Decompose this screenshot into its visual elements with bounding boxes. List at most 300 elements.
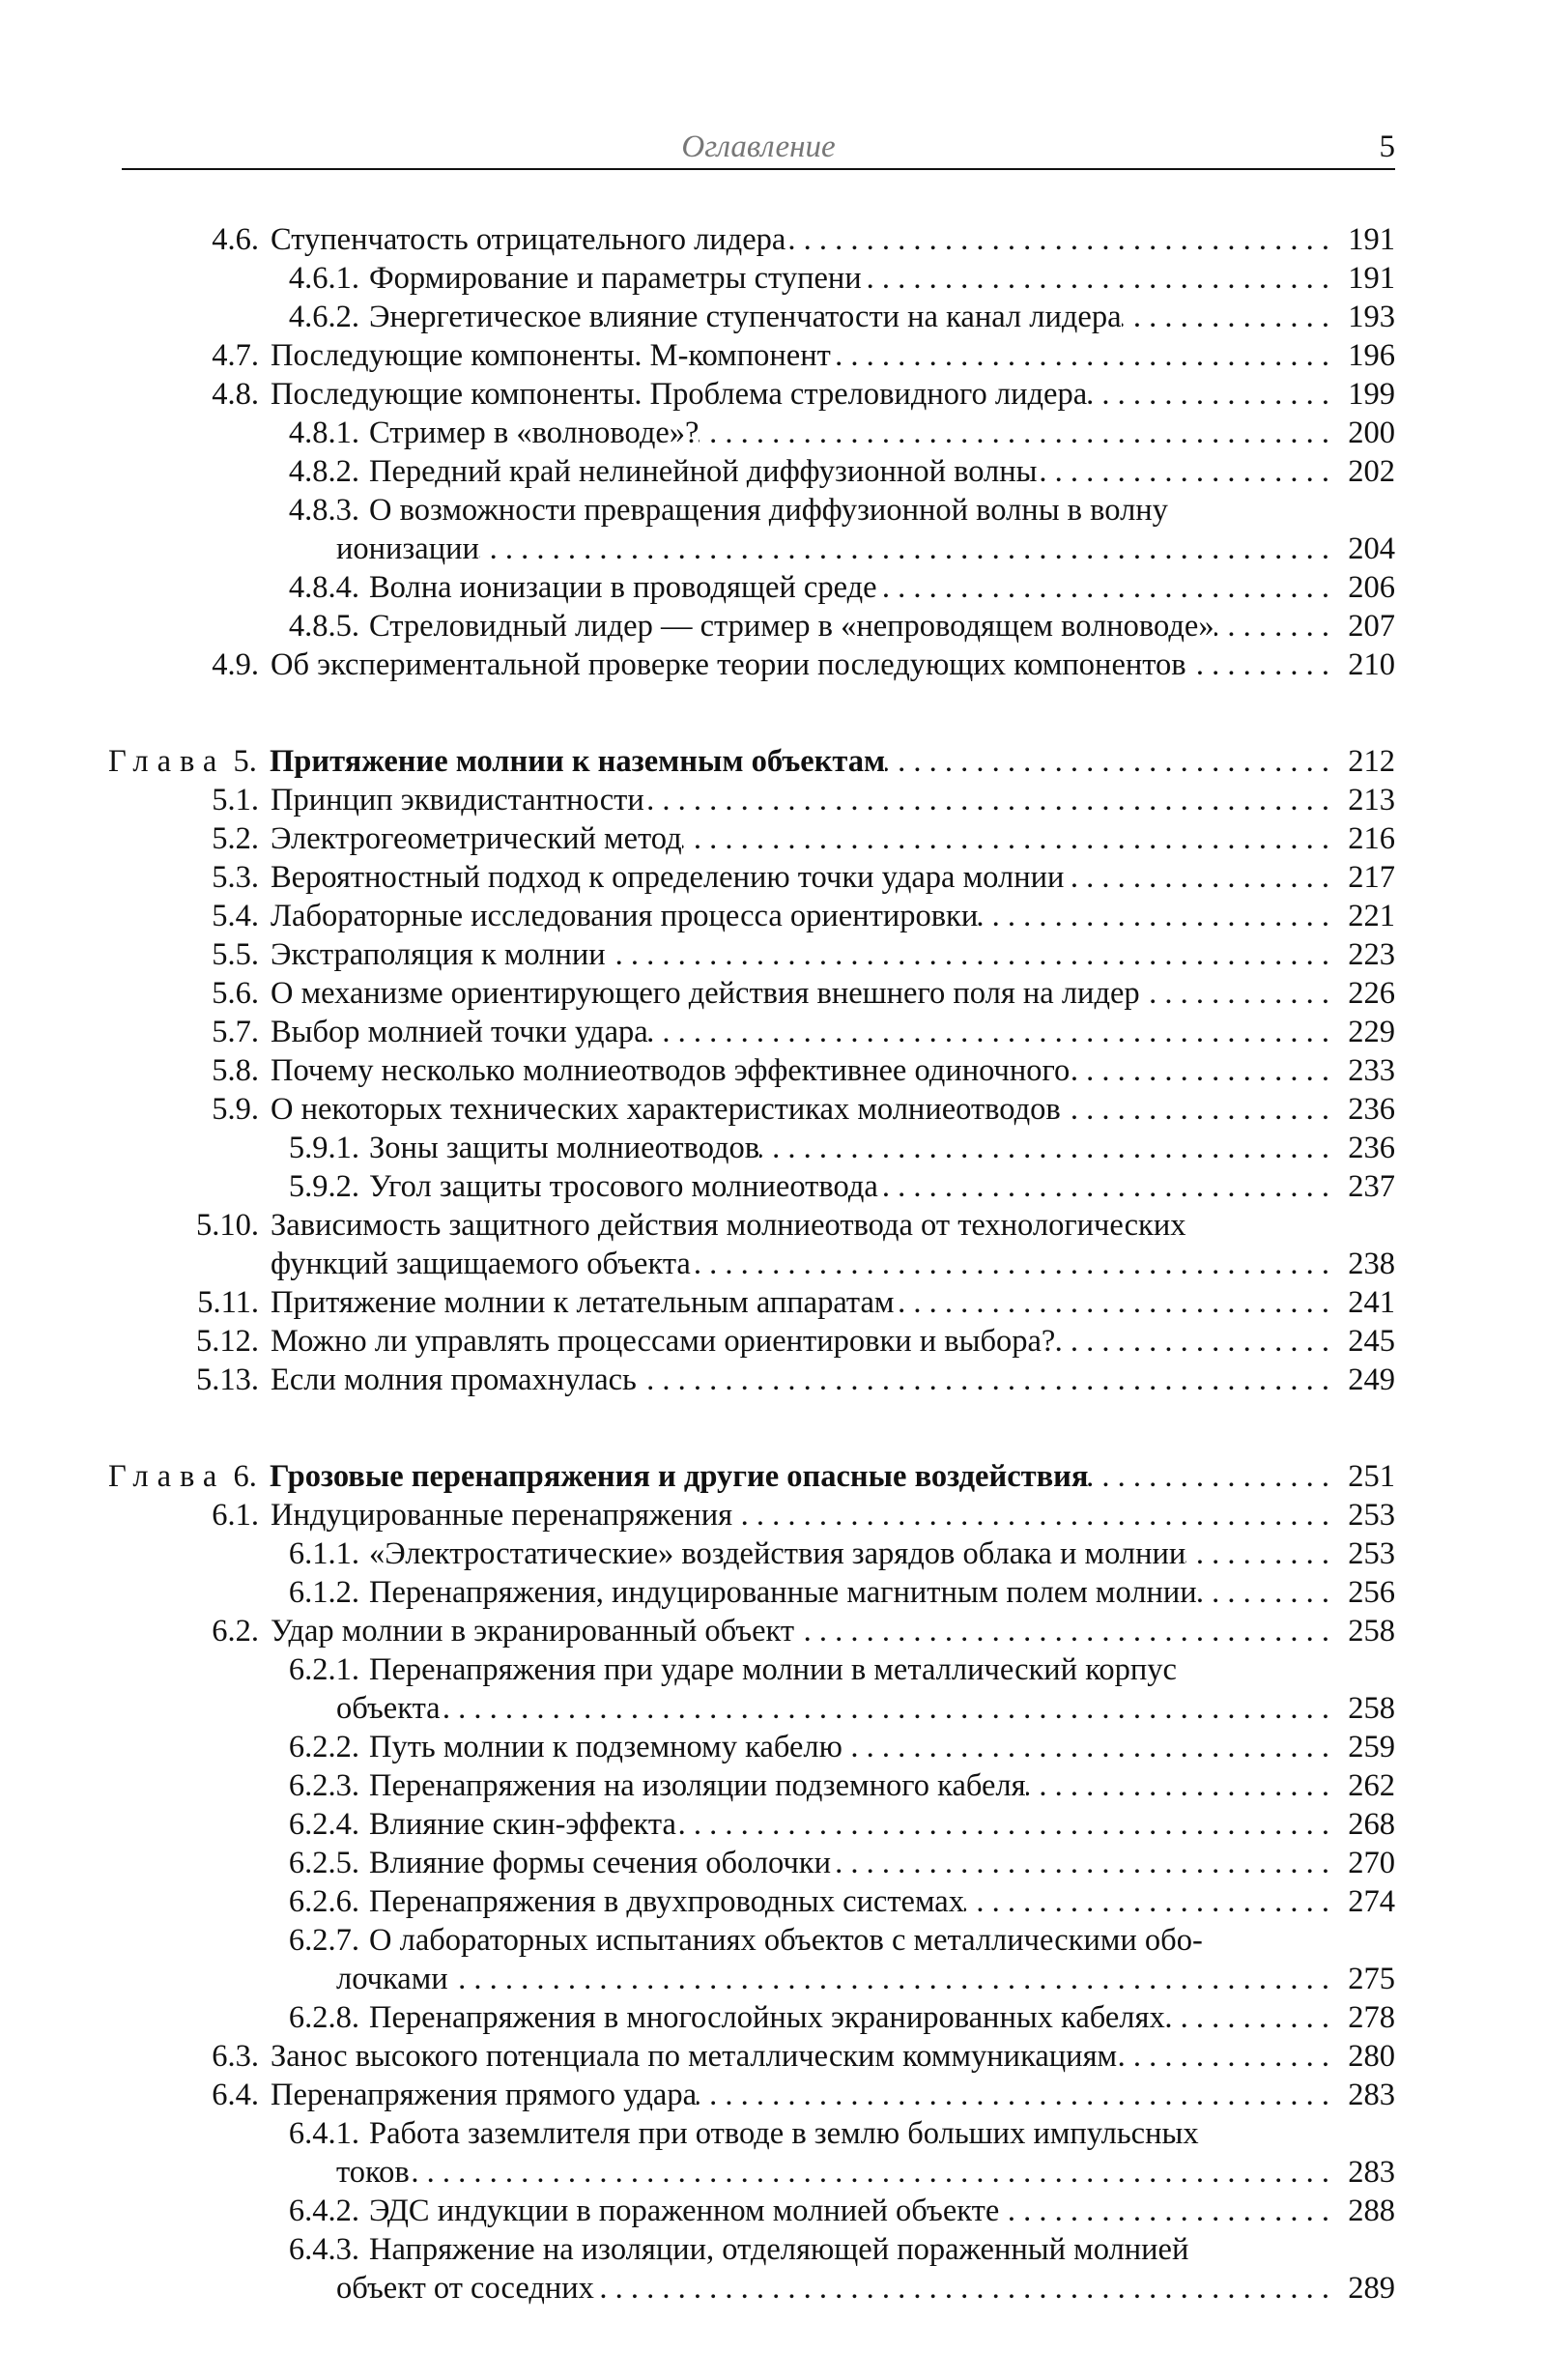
- toc-entry-title: Работа заземлителя при отводе в землю больших импульсных: [369, 2116, 1199, 2151]
- toc-entry-title: Влияние формы сечения оболочки: [369, 1846, 831, 1880]
- toc-entry-number: 5.1.: [212, 783, 259, 817]
- toc-entry-line: [369, 1844, 1395, 1882]
- toc-entry-body: [336, 491, 1395, 568]
- toc-entry-page: 233: [1348, 1053, 1395, 1088]
- toc-entry[interactable]: [122, 259, 1395, 298]
- toc-entry-number: 4.8.3.: [288, 493, 359, 528]
- toc-entry-body: [270, 1457, 1395, 1496]
- toc-entry-body: [359, 414, 1395, 452]
- toc-entry[interactable]: [122, 1573, 1395, 1612]
- toc-entry-body: [270, 742, 1395, 781]
- toc-entry-title: ЭДС индукции в пораженном молнией объекте: [369, 2194, 1000, 2228]
- leader-dots: [1117, 2037, 1329, 2076]
- toc-entry-body: [259, 935, 1395, 974]
- toc-entry-page: 200: [1348, 416, 1395, 450]
- toc-entry-page: 212: [1348, 744, 1395, 779]
- toc-entry-body: [259, 1051, 1395, 1090]
- toc-entry-number: [108, 742, 257, 781]
- toc-entry-line: [369, 2114, 1395, 2153]
- toc-entry[interactable]: [122, 1728, 1395, 1766]
- toc-entry-page: 262: [1348, 1768, 1395, 1803]
- toc-entry-title: Почему несколько молниеотводов эффективнее одиночного: [271, 1053, 1071, 1088]
- toc-entry-number: 6.4.3.: [288, 2232, 359, 2267]
- toc-entry-title: Ступенчатость отрицательного лидера: [271, 222, 786, 257]
- toc-entry-title: Последующие компоненты. М-компонент: [271, 338, 831, 373]
- toc-entry[interactable]: [122, 1322, 1395, 1361]
- toc-entry-line: [271, 1283, 1395, 1322]
- leader-dots: [1037, 452, 1329, 491]
- toc-entry-number: 5.12.: [196, 1324, 259, 1359]
- toc-entry[interactable]: [122, 2037, 1395, 2076]
- toc-entry[interactable]: [122, 336, 1395, 375]
- toc-entry-page: 217: [1348, 860, 1395, 895]
- toc-entry-number: 5.13.: [196, 1362, 259, 1397]
- toc-entry-number: 4.9.: [212, 647, 259, 682]
- toc-entry-page: 199: [1348, 377, 1395, 412]
- toc-entry-line: [369, 1650, 1395, 1689]
- toc-entry-number: 6.2.8.: [288, 2000, 359, 2035]
- toc-entry-page: 204: [1348, 531, 1395, 566]
- toc-entry-line: [271, 1361, 1395, 1399]
- leader-dots: [895, 1283, 1330, 1322]
- toc-entry-body: [359, 1573, 1395, 1612]
- toc-entry-number: 5.2.: [212, 821, 259, 856]
- toc-entry[interactable]: [122, 414, 1395, 452]
- toc-entry-number: 6.4.1.: [288, 2116, 359, 2151]
- toc-entry-body: [259, 858, 1395, 897]
- toc-entry-line: [271, 1245, 1395, 1283]
- toc-entry-number: 4.8.: [212, 377, 259, 412]
- toc-entry-line: [336, 1689, 1395, 1728]
- leader-dots: [1197, 1573, 1329, 1612]
- toc-entry-number: 6.2.2.: [288, 1730, 359, 1764]
- toc-entry-line: [369, 298, 1395, 336]
- toc-entry-number: 6.1.2.: [288, 1575, 359, 1610]
- toc-entry-page: 259: [1348, 1730, 1395, 1764]
- toc-entry-title: Угол защиты тросового молниеотвода: [369, 1169, 878, 1204]
- toc-entry-title: Зоны защиты молниеотводов: [369, 1131, 760, 1165]
- toc-entry-line: [271, 2076, 1395, 2114]
- toc-page: [108, 0, 1395, 2380]
- toc-entry-line: [369, 1805, 1395, 1844]
- toc-entry-title: Передний край нелинейной диффузионной волны: [369, 454, 1038, 489]
- toc-entry-body: [359, 1998, 1395, 2037]
- toc-entry[interactable]: [122, 1805, 1395, 1844]
- toc-entry-page: 288: [1348, 2194, 1395, 2228]
- toc-entry-body: [359, 2192, 1395, 2230]
- toc-entry-line: [271, 819, 1395, 858]
- toc-entry-number: 5.11.: [197, 1285, 259, 1320]
- toc-entry-title: объект от соседних: [336, 2271, 594, 2306]
- toc-entry-title: Перенапряжения в многослойных экранированных кабелях: [369, 2000, 1165, 2035]
- toc-entry[interactable]: [122, 452, 1395, 491]
- leader-dots: [842, 1728, 1329, 1766]
- toc-entry-number: 6.2.6.: [288, 1884, 359, 1919]
- toc-entry-page: 207: [1348, 609, 1395, 644]
- toc-entry-page: 237: [1348, 1169, 1395, 1204]
- toc-entry-page: 236: [1348, 1092, 1395, 1127]
- toc-entry-number: 4.6.1.: [288, 261, 359, 296]
- toc-entry-number: 4.6.2.: [288, 300, 359, 334]
- toc-entry-line: [271, 858, 1395, 897]
- toc-chapter[interactable]: [108, 742, 1395, 781]
- toc-entry[interactable]: [122, 220, 1395, 259]
- toc-entry[interactable]: [122, 607, 1395, 645]
- toc-entry-page: 216: [1348, 821, 1395, 856]
- chapter-prefix: Глава: [108, 1459, 226, 1494]
- toc-entry-body: [259, 1322, 1395, 1361]
- toc-entry[interactable]: [122, 1051, 1395, 1090]
- toc-entry-title: Напряжение на изоляции, отделяющей пораженный молнией: [369, 2232, 1189, 2267]
- toc-entry-body: [259, 375, 1395, 414]
- leader-dots: [785, 220, 1329, 259]
- toc-entry-line: [271, 1051, 1395, 1090]
- toc-entry-page: 283: [1348, 2155, 1395, 2190]
- toc-entry-page: 256: [1348, 1575, 1395, 1610]
- toc-entry[interactable]: [122, 974, 1395, 1013]
- toc-entry-page: 202: [1348, 454, 1395, 489]
- toc-entry-title: Перенапряжения прямого удара: [271, 2078, 698, 2112]
- toc-entry[interactable]: [122, 1496, 1395, 1534]
- toc-entry-line: [271, 1090, 1395, 1129]
- toc-entry-title: Выбор молнией точки удара: [271, 1015, 648, 1049]
- toc-entry[interactable]: [122, 1844, 1395, 1882]
- toc-entry-title: Перенапряжения на изоляции подземного кабеля: [369, 1768, 1026, 1803]
- toc-entry-body: [259, 1496, 1395, 1534]
- toc-entry-title: Электрогеометрический метод: [271, 821, 682, 856]
- toc-entry-number: 5.9.2.: [288, 1169, 359, 1204]
- toc-entry-title: Вероятностный подход к определению точки удара молнии: [271, 860, 1065, 895]
- toc-entry-body: [359, 1534, 1395, 1573]
- toc-entry-title: Если молния промахнулась: [271, 1362, 637, 1397]
- toc-entry[interactable]: [122, 2076, 1395, 2114]
- header-rule: [122, 168, 1395, 170]
- toc-entry-line: [271, 897, 1395, 935]
- leader-dots: [1214, 607, 1329, 645]
- toc-entry-line: [369, 1728, 1395, 1766]
- toc-entry-number: 6.2.4.: [288, 1807, 359, 1842]
- toc-entry[interactable]: [122, 1921, 1395, 1998]
- toc-entry-title: Занос высокого потенциала по металлическим коммуникациям: [271, 2039, 1118, 2074]
- toc-entry-title: Формирование и параметры ступени: [369, 261, 862, 296]
- toc-entry-title: Стреловидный лидер — стример в «непроводящем волноводе»: [369, 609, 1214, 644]
- toc-entry-number: 5.3.: [212, 860, 259, 895]
- toc-entry-title: Влияние скин-эффекта: [369, 1807, 676, 1842]
- toc-entry-title: Перенапряжения при ударе молнии в металлический корпус: [369, 1652, 1177, 1687]
- toc-entry-body: [359, 1805, 1395, 1844]
- toc-entry-body: [359, 259, 1395, 298]
- leader-dots: [831, 336, 1329, 375]
- toc-entry[interactable]: [122, 1882, 1395, 1921]
- toc-entry-body: [259, 1090, 1395, 1129]
- toc-entry-page: 258: [1348, 1691, 1395, 1726]
- chapter-gap: [122, 684, 1395, 713]
- toc-entry-page: 238: [1348, 1247, 1395, 1281]
- toc-entry-page: 221: [1348, 899, 1395, 933]
- toc-entry-line: [336, 1960, 1395, 1998]
- toc-entry-number: 6.1.1.: [288, 1536, 359, 1571]
- toc-entry-page: 193: [1348, 300, 1395, 334]
- toc-entry[interactable]: [122, 781, 1395, 819]
- toc-entry-body: [359, 1129, 1395, 1167]
- toc-entry-number: 6.2.7.: [288, 1923, 359, 1958]
- toc-entry-page: 206: [1348, 570, 1395, 605]
- toc-entry-body: [259, 1283, 1395, 1322]
- toc-entry[interactable]: [122, 1612, 1395, 1650]
- toc-entry-line: [369, 414, 1395, 452]
- toc-entry-number: 6.1.: [212, 1498, 259, 1533]
- leader-dots: [637, 1361, 1329, 1399]
- toc-entry-line: [369, 2192, 1395, 2230]
- leader-dots: [441, 1689, 1329, 1728]
- toc-entry-line: [271, 336, 1395, 375]
- toc-entry-title: О некоторых технических характеристиках молниеотводов: [271, 1092, 1061, 1127]
- toc-entry-body: [259, 220, 1395, 259]
- leader-dots: [1026, 1766, 1329, 1805]
- toc-entry[interactable]: [122, 1013, 1395, 1051]
- toc-entry[interactable]: [122, 1361, 1395, 1399]
- toc-entry-page: 251: [1348, 1459, 1395, 1494]
- leader-dots: [1064, 858, 1329, 897]
- toc-entry[interactable]: [122, 298, 1395, 336]
- chapter-number: 6.: [233, 1459, 257, 1494]
- toc-entry-number: 5.10.: [196, 1208, 259, 1243]
- toc-entry[interactable]: [122, 1129, 1395, 1167]
- leader-dots: [697, 2076, 1329, 2114]
- toc-entry-title: токов: [336, 2155, 410, 2190]
- toc-entry-title: Лабораторные исследования процесса ориентировки: [271, 899, 979, 933]
- leader-dots: [644, 781, 1329, 819]
- toc-entry-number: 4.8.5.: [288, 609, 359, 644]
- toc-entry-body: [336, 1921, 1395, 1998]
- toc-entry-page: 245: [1348, 1324, 1395, 1359]
- toc-entry-page: 213: [1348, 783, 1395, 817]
- toc-entry-title: Удар молнии в экранированный объект: [271, 1614, 795, 1649]
- toc-entry-line: [336, 2269, 1395, 2308]
- toc-entry[interactable]: [122, 1283, 1395, 1322]
- leader-dots: [1186, 645, 1329, 684]
- toc-entry-title: Волна ионизации в проводящей среде: [369, 570, 877, 605]
- toc-entry[interactable]: [122, 645, 1395, 684]
- toc-entry-number: 6.2.: [212, 1614, 259, 1649]
- toc-entry-line: [271, 1206, 1395, 1245]
- toc-entry-body: [336, 2230, 1395, 2308]
- toc-entry-body: [359, 568, 1395, 607]
- toc-entry-body: [259, 1612, 1395, 1650]
- toc-entry-body: [259, 897, 1395, 935]
- toc-entry[interactable]: [122, 568, 1395, 607]
- toc-entry-number: 4.8.1.: [288, 416, 359, 450]
- leader-dots: [831, 1844, 1329, 1882]
- toc-entry-line: [271, 781, 1395, 819]
- leader-dots: [676, 1805, 1329, 1844]
- toc-entry[interactable]: [122, 1766, 1395, 1805]
- leader-dots: [877, 568, 1329, 607]
- toc-entry-line: [369, 2230, 1395, 2269]
- toc-entry-page: 258: [1348, 1614, 1395, 1649]
- toc-entry-title: Перенапряжения, индуцированные магнитным полем молнии: [369, 1575, 1197, 1610]
- toc-entry-line: [270, 742, 1395, 781]
- toc-entry[interactable]: [122, 375, 1395, 414]
- toc-entry[interactable]: [122, 897, 1395, 935]
- toc-entry-page: 268: [1348, 1807, 1395, 1842]
- toc-entry-number: [108, 1457, 257, 1496]
- toc-entry-line: [271, 2037, 1395, 2076]
- toc-entry-line: [369, 1129, 1395, 1167]
- toc-entry-number: 5.6.: [212, 976, 259, 1011]
- toc-entry-number: 5.4.: [212, 899, 259, 933]
- toc-entry-title: Притяжение молнии к летательным аппаратам: [271, 1285, 895, 1320]
- toc-chapter[interactable]: [108, 1457, 1395, 1496]
- leader-dots: [1165, 1998, 1329, 2037]
- toc-entry-line: [369, 452, 1395, 491]
- toc-entry-body: [259, 2076, 1395, 2114]
- toc-entry-page: 223: [1348, 937, 1395, 972]
- toc-entry-body: [259, 2037, 1395, 2076]
- toc-entry-number: 5.9.: [212, 1092, 259, 1127]
- toc-entry-line: [336, 530, 1395, 568]
- toc-entry-page: 210: [1348, 647, 1395, 682]
- toc-entry-body: [259, 974, 1395, 1013]
- toc-entry-body: [259, 1206, 1395, 1283]
- toc-entry-page: 275: [1348, 1962, 1395, 1996]
- toc-entry-line: [271, 1496, 1395, 1534]
- toc-entry[interactable]: [122, 491, 1395, 568]
- toc-entry-number: 4.7.: [212, 338, 259, 373]
- toc-entry-page: 229: [1348, 1015, 1395, 1049]
- toc-entry-title: Перенапряжения в двухпроводных системах: [369, 1884, 964, 1919]
- toc-entry-title: Принцип эквидистантности: [271, 783, 644, 817]
- toc-entry-line: [369, 259, 1395, 298]
- toc-entry-line: [369, 491, 1395, 530]
- toc-entry-body: [359, 1766, 1395, 1805]
- leader-dots: [862, 259, 1329, 298]
- toc-entry-number: 4.8.2.: [288, 454, 359, 489]
- toc-entry-title: лочками: [336, 1962, 448, 1996]
- leader-dots: [699, 414, 1329, 452]
- toc-entry-body: [359, 1167, 1395, 1206]
- toc-entry[interactable]: [122, 2114, 1395, 2192]
- toc-entry-number: 5.8.: [212, 1053, 259, 1088]
- toc-entry-line: [336, 2153, 1395, 2192]
- toc-entry-body: [336, 2114, 1395, 2192]
- page-number: 5: [1379, 129, 1395, 164]
- toc-entry-title: Энергетическое влияние ступенчатости на канал лидера: [369, 300, 1122, 334]
- leader-dots: [410, 2153, 1329, 2192]
- leader-dots: [1088, 1457, 1329, 1496]
- toc-entry-number: 4.8.4.: [288, 570, 359, 605]
- toc-entry[interactable]: [122, 1534, 1395, 1573]
- chapter-number: 5.: [233, 744, 257, 779]
- toc-entry[interactable]: [122, 2192, 1395, 2230]
- toc-entry-title: О лабораторных испытаниях объектов с металлическими обо-: [369, 1923, 1203, 1958]
- toc-entry-page: 270: [1348, 1846, 1395, 1880]
- toc-entry-line: [271, 935, 1395, 974]
- toc-entry-page: 236: [1348, 1131, 1395, 1165]
- toc-entry-body: [359, 607, 1395, 645]
- toc-entry-title: функций защищаемого объекта: [271, 1247, 691, 1281]
- toc-entry-page: 274: [1348, 1884, 1395, 1919]
- leader-dots: [759, 1129, 1329, 1167]
- toc-entry-line: [369, 1882, 1395, 1921]
- toc-entry-line: [270, 1457, 1395, 1496]
- toc-entry-body: [259, 1013, 1395, 1051]
- toc-entry-page: 280: [1348, 2039, 1395, 2074]
- toc-entry-number: 5.5.: [212, 937, 259, 972]
- toc-entry[interactable]: [122, 1090, 1395, 1129]
- toc-entry-title: О механизме ориентирующего действия внешнего поля на лидер: [271, 976, 1140, 1011]
- leader-dots: [1070, 1051, 1329, 1090]
- toc-entry[interactable]: [122, 819, 1395, 858]
- leader-dots: [448, 1960, 1329, 1998]
- leader-dots: [978, 897, 1329, 935]
- toc-entry[interactable]: [122, 1206, 1395, 1283]
- toc-entry-line: [271, 974, 1395, 1013]
- toc-entry-body: [259, 781, 1395, 819]
- leader-dots: [1055, 1322, 1329, 1361]
- toc-entry-title: Притяжение молнии к наземным объектам: [270, 744, 886, 779]
- toc-entry-line: [271, 220, 1395, 259]
- toc-entry-line: [271, 645, 1395, 684]
- toc-entry-page: 253: [1348, 1536, 1395, 1571]
- chapter-gap: [122, 1399, 1395, 1428]
- toc-entry-line: [369, 1998, 1395, 2037]
- running-head: [122, 129, 1395, 172]
- leader-dots: [479, 530, 1329, 568]
- toc-entry-line: [271, 1013, 1395, 1051]
- toc-entry-body: [359, 1844, 1395, 1882]
- toc-entry-body: [259, 645, 1395, 684]
- toc-entry-title: Экстраполяция к молнии: [271, 937, 606, 972]
- toc-entry-title: Индуцированные перенапряжения: [271, 1498, 733, 1533]
- leader-dots: [1061, 1090, 1329, 1129]
- toc-entry-page: 249: [1348, 1362, 1395, 1397]
- toc-entry[interactable]: [122, 858, 1395, 897]
- toc-entry-line: [369, 1167, 1395, 1206]
- toc-entry-number: 5.7.: [212, 1015, 259, 1049]
- toc-entry[interactable]: [122, 1998, 1395, 2037]
- toc-entry-line: [271, 375, 1395, 414]
- toc-entry-title: Грозовые перенапряжения и другие опасные воздействия: [270, 1459, 1089, 1494]
- leader-dots: [794, 1612, 1329, 1650]
- toc-entry-body: [336, 1650, 1395, 1728]
- leader-dots: [1087, 375, 1329, 414]
- toc-entry-title: «Электростатические» воздействия зарядов облака и молнии: [369, 1536, 1186, 1571]
- toc-entry[interactable]: [122, 2230, 1395, 2308]
- toc-entry-line: [369, 1921, 1395, 1960]
- leader-dots: [648, 1013, 1329, 1051]
- table-of-contents: [108, 220, 1395, 2308]
- toc-entry-title: Зависимость защитного действия молниеотвода от технологических: [271, 1208, 1186, 1243]
- leader-dots: [1122, 298, 1329, 336]
- toc-entry-number: 6.4.2.: [288, 2194, 359, 2228]
- toc-entry-page: 191: [1348, 222, 1395, 257]
- toc-entry-page: 289: [1348, 2271, 1395, 2306]
- toc-entry-body: [359, 1882, 1395, 1921]
- toc-entry-line: [271, 1322, 1395, 1361]
- toc-entry-title: Последующие компоненты. Проблема стреловидного лидера: [271, 377, 1088, 412]
- leader-dots: [878, 1167, 1329, 1206]
- toc-entry-title: Об экспериментальной проверке теории последующих компонентов: [271, 647, 1186, 682]
- toc-entry-line: [369, 1766, 1395, 1805]
- toc-entry[interactable]: [122, 1650, 1395, 1728]
- toc-entry[interactable]: [122, 935, 1395, 974]
- toc-entry-number: 5.9.1.: [288, 1131, 359, 1165]
- toc-entry[interactable]: [122, 1167, 1395, 1206]
- toc-entry-number: 4.6.: [212, 222, 259, 257]
- toc-entry-number: 6.3.: [212, 2039, 259, 2074]
- toc-entry-line: [369, 1573, 1395, 1612]
